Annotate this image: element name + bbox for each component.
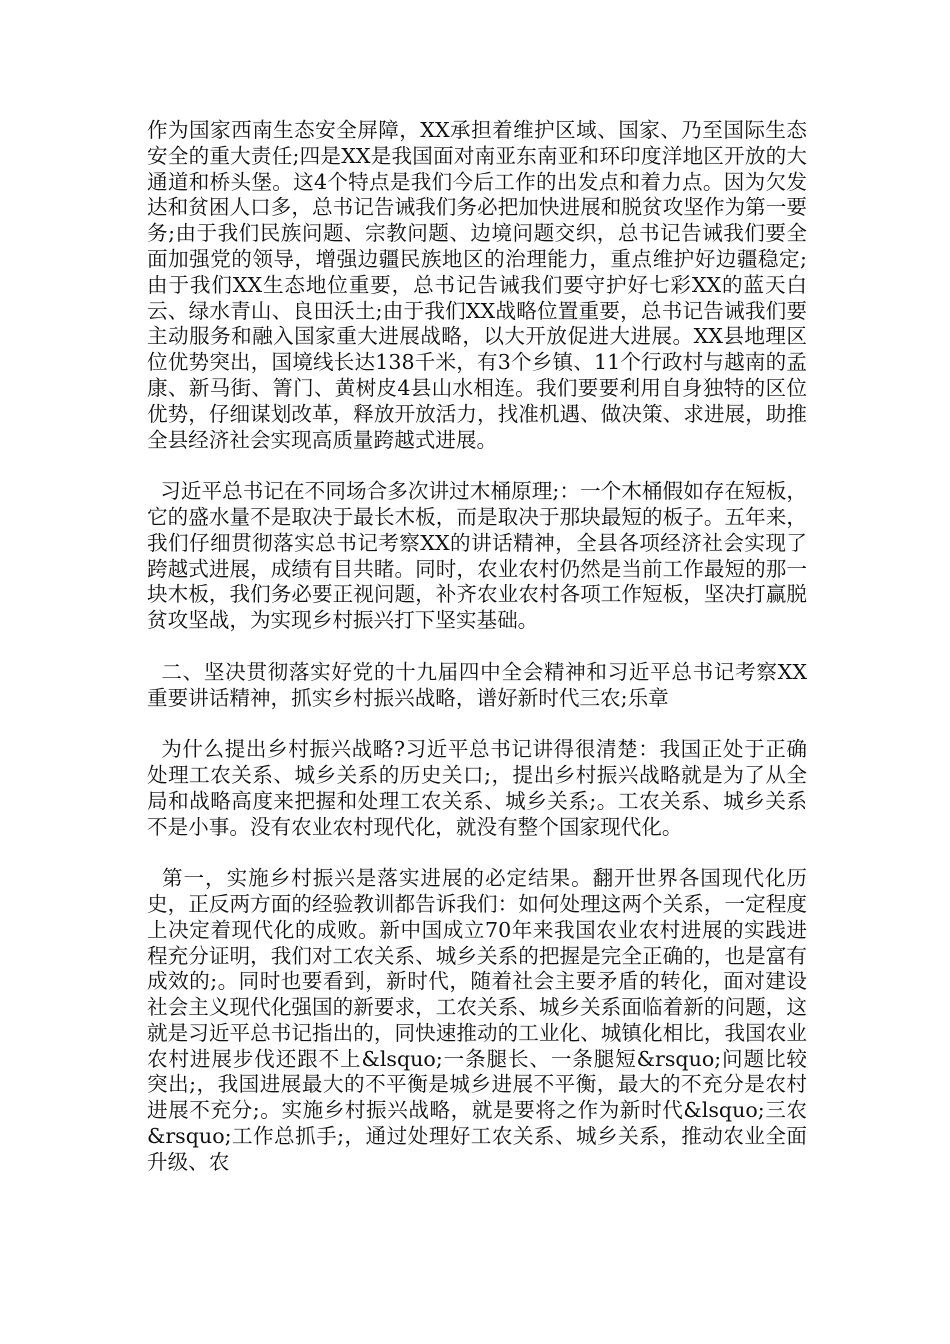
- paragraph-gap: [147, 840, 807, 866]
- document-body: [147, 118, 807, 1176]
- paragraph-4: 第一，实施乡村振兴是落实进展的必定结果。翻开世界各国现代化历史，正反两方面的经验教训都告诉我们：如何处理这两个关系，一定程度上决定着现代化的成败。新中国成立70年来我国农业农村进展的实践进程充分证明，我们对工农关系、城乡关系的把握是完全正确的，也是富有成效的;。同时也要看到，新时代，随着社会主要矛盾的转化，面对建设社会主义现代化强国的新要求，工农关系、城乡关系面临着新的问题，这就是习近平总书记指出的，同快速推动的工业化、城镇化相比，我国农业农村进展步伐还跟不上&lsquo;一条腿长、一条腿短&rsquo;问题比较突出;，我国进展最大的不平衡是城乡进展不平衡，最大的不充分是农村进展不充分;。实施乡村振兴战略，就是要将之作为新时代&lsquo;三农&rsquo;工作总抓手;，通过处理好工农关系、城乡关系，推动农业全面升级、农: [147, 866, 808, 1174]
- paragraph-gap: [147, 634, 807, 660]
- paragraph-1: 作为国家西南生态安全屏障，XX承担着维护区域、国家、乃至国际生态安全的重大责任;四是XX是我国面对南亚东南亚和环印度洋地区开放的大通道和桥头堡。这4个特点是我们今后工作的出发点和着力点。因为欠发达和贫困人口多，总书记告诫我们务必把加快进展和脱贫攻坚作为第一要务;由于我们民族问题、宗教问题、边境问题交织，总书记告诫我们要全面加强党的领导，增强边疆民族地区的治理能力，重点维护好边疆稳定;由于我们XX生态地位重要，总书记告诫我们要守护好七彩XX的蓝天白云、绿水青山、良田沃土;由于我们XX战略位置重要，总书记告诫我们要主动服务和融入国家重大进展战略，以大开放促进大进展。XX县地理区位优势突出，国境线长达138千米，有3个乡镇、11个行政村与越南的孟康、新马街、箐门、黄树皮4县山水相连。我们要要利用自身独特的区位优势，仔细谋划改革，释放开放活力，找准机遇、做决策、求进展，助推全县经济社会实现高质量跨越式进展。: [147, 118, 807, 452]
- paragraph-gap: [147, 453, 807, 479]
- paragraph-gap: [147, 711, 807, 737]
- paragraph-3: 为什么提出乡村振兴战略?习近平总书记讲得很清楚：我国正处于正确处理工农关系、城乡关系的历史关口;，提出乡村振兴战略就是为了从全局和战略高度来把握和处理工农关系、城乡关系;。工农关系、城乡关系不是小事。没有农业农村现代化，就没有整个国家现代化。: [147, 737, 808, 839]
- paragraph-2: 习近平总书记在不同场合多次讲过木桶原理;：一个木桶假如存在短板，它的盛水量不是取决于最长木板，而是取决于那块最短的板子。五年来，我们仔细贯彻落实总书记考察XX的讲话精神，全县各项经济社会实现了跨越式进展，成绩有目共睹。同时，农业农村仍然是当前工作最短的那一块木板，我们务必要正视问题，补齐农业农村各项工作短板，坚决打赢脱贫攻坚战，为实现乡村振兴打下坚实基础。: [147, 479, 807, 633]
- section-heading: 二、坚决贯彻落实好党的十九届四中全会精神和习近平总书记考察XX重要讲话精神，抓实乡村振兴战略，谱好新时代三农;乐章: [147, 659, 807, 710]
